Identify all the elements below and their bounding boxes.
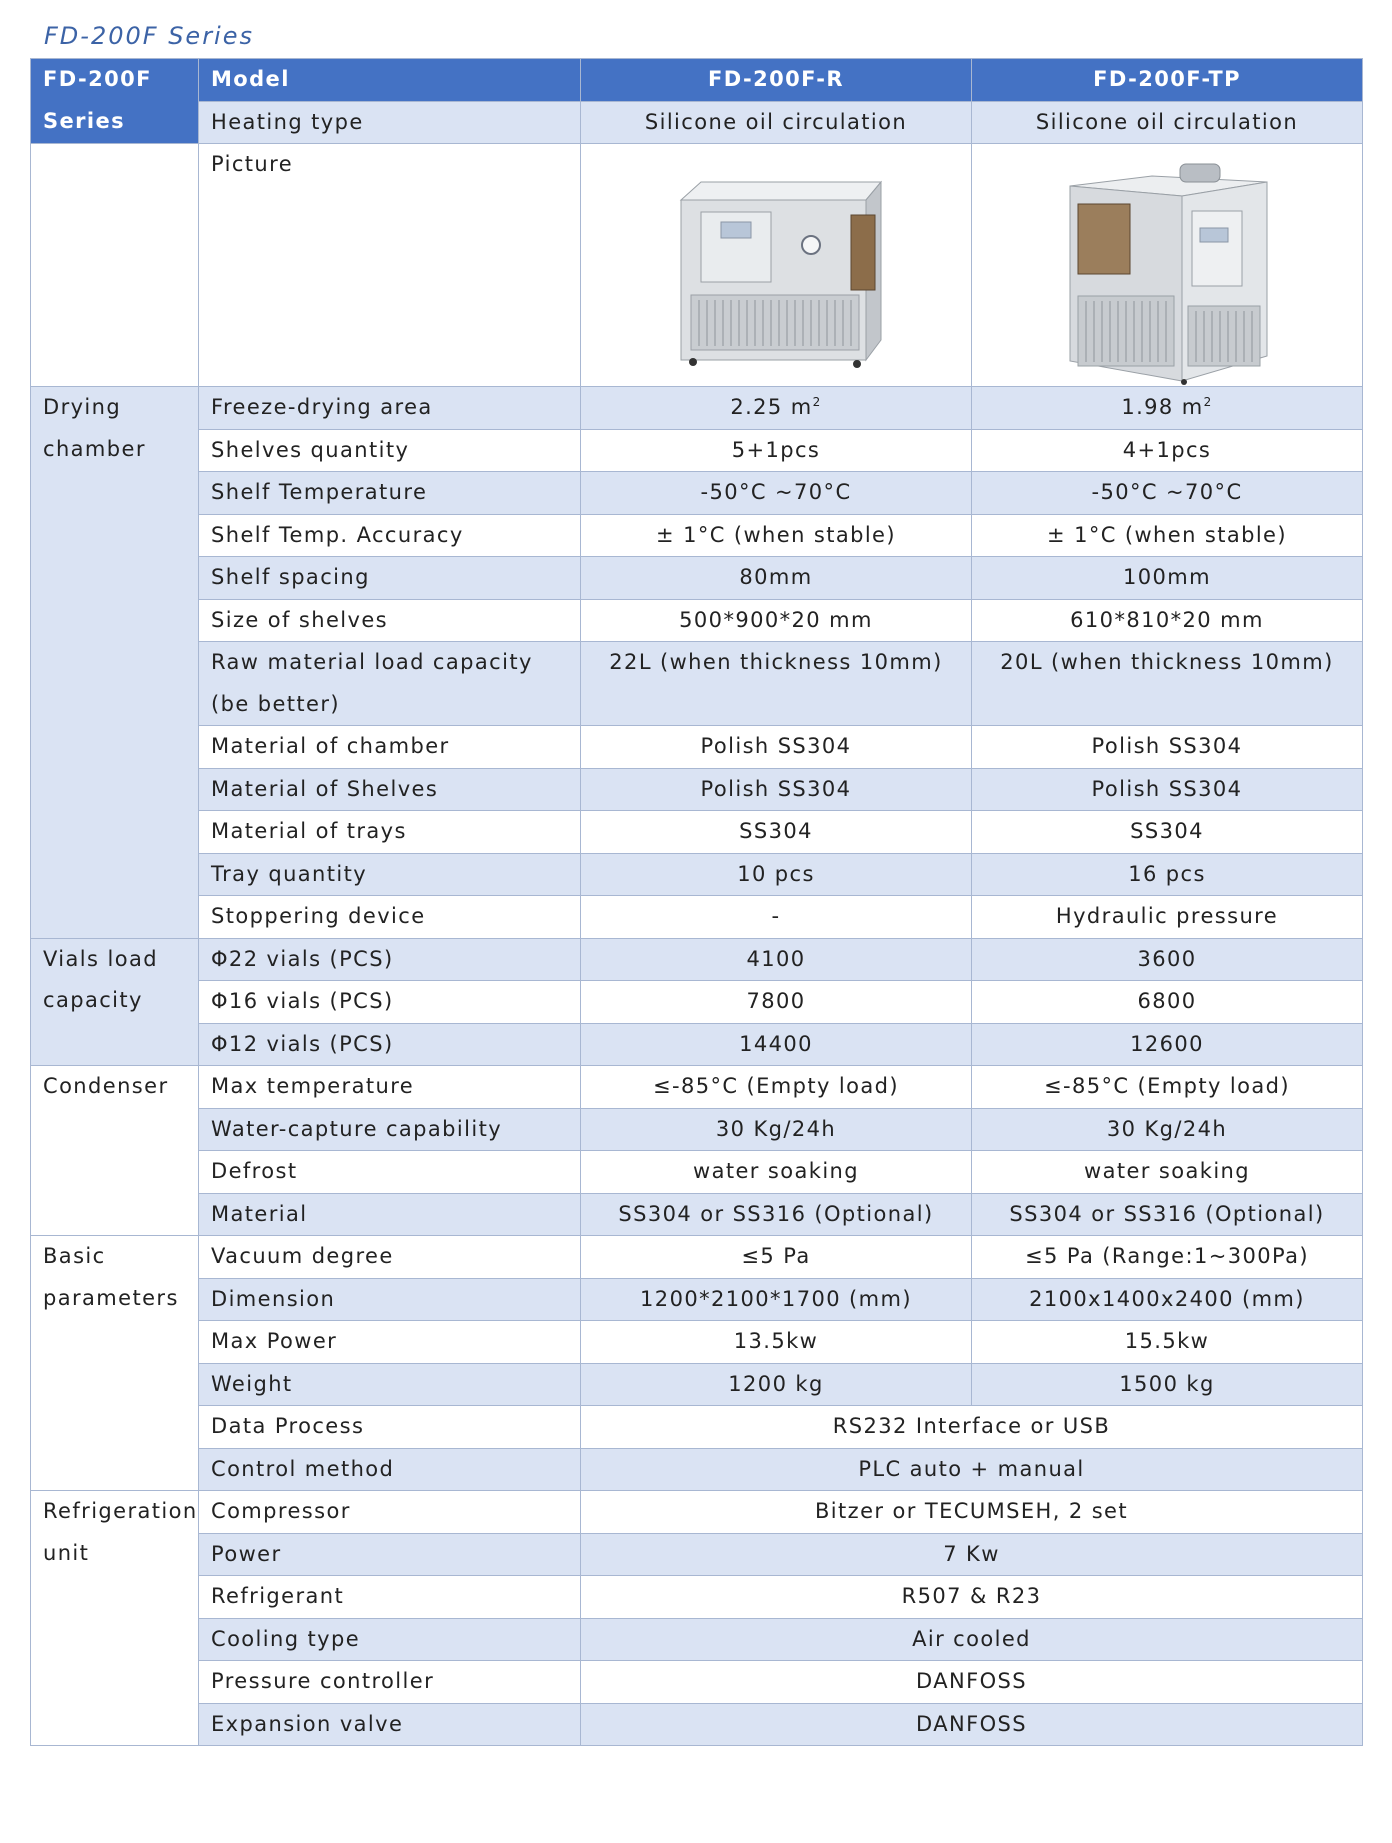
row-value-r: 10 pcs — [581, 853, 972, 896]
table-row — [31, 1066, 1363, 1109]
group-vials-load-capacity: Vials load capacity — [31, 938, 199, 1066]
row-value-tp: Hydraulic pressure — [972, 896, 1363, 939]
row-label: Φ12 vials (PCS) — [199, 1023, 581, 1066]
picture-r — [581, 144, 972, 387]
row-label: Weight — [199, 1363, 581, 1406]
freeze-dryer-tp-image — [1052, 156, 1282, 386]
row-value-tp: ≤-85°C (Empty load) — [972, 1066, 1363, 1109]
spec-table — [30, 58, 1363, 1746]
row-value-r: 13.5kw — [581, 1321, 972, 1364]
row-value-tp: ± 1°C (when stable) — [972, 514, 1363, 557]
row-value-both: Air cooled — [581, 1618, 1363, 1661]
table-row — [31, 514, 1363, 557]
row-value-tp: Polish SS304 — [972, 726, 1363, 769]
group-condenser: Condenser — [31, 1066, 199, 1236]
row-value-r: water soaking — [581, 1151, 972, 1194]
table-row — [31, 1236, 1363, 1279]
table-row — [31, 1278, 1363, 1321]
row-value-r: 14400 — [581, 1023, 972, 1066]
table-row — [31, 1448, 1363, 1491]
table-row — [31, 853, 1363, 896]
table-row — [31, 1321, 1363, 1364]
table-row — [31, 896, 1363, 939]
row-value-tp: water soaking — [972, 1151, 1363, 1194]
row-label: Material — [199, 1193, 581, 1236]
table-row — [31, 938, 1363, 981]
row-label: Data Process — [199, 1406, 581, 1449]
row-value-tp: -50°C ~70°C — [972, 472, 1363, 515]
row-value-tp: 12600 — [972, 1023, 1363, 1066]
row-label: Compressor — [199, 1491, 581, 1534]
table-row — [31, 1406, 1363, 1449]
model-label: Model — [199, 59, 581, 102]
table-row — [31, 1661, 1363, 1704]
table-row — [31, 1023, 1363, 1066]
row-label: Pressure controller — [199, 1661, 581, 1704]
table-row — [31, 599, 1363, 642]
row-value-r: SS304 — [581, 811, 972, 854]
row-value-tp: Polish SS304 — [972, 768, 1363, 811]
group-drying-chamber: Drying chamber — [31, 387, 199, 939]
row-value-tp: 1500 kg — [972, 1363, 1363, 1406]
row-value-r: ≤5 Pa — [581, 1236, 972, 1279]
row-value-r: 80mm — [581, 557, 972, 600]
row-value-tp: 4+1pcs — [972, 429, 1363, 472]
table-row — [31, 387, 1363, 430]
table-row — [31, 811, 1363, 854]
table-row — [31, 1533, 1363, 1576]
table-row — [31, 1193, 1363, 1236]
row-value-tp: 100mm — [972, 557, 1363, 600]
table-row — [31, 1618, 1363, 1661]
row-label: Vacuum degree — [199, 1236, 581, 1279]
heating-tp: Silicone oil circulation — [972, 101, 1363, 144]
picture-label: Picture — [199, 144, 581, 387]
row-value-tp: 3600 — [972, 938, 1363, 981]
table-row — [31, 429, 1363, 472]
row-value-r: - — [581, 896, 972, 939]
row-label: Raw material load capacity (be better) — [199, 642, 581, 726]
row-label: Shelves quantity — [199, 429, 581, 472]
row-value-r: Polish SS304 — [581, 768, 972, 811]
row-label: Freeze-drying area — [199, 387, 581, 430]
row-value-r: 7800 — [581, 981, 972, 1024]
header-row-model — [31, 59, 1363, 102]
row-label: Max temperature — [199, 1066, 581, 1109]
row-label: Shelf spacing — [199, 557, 581, 600]
row-value-both: RS232 Interface or USB — [581, 1406, 1363, 1449]
row-value-tp: 30 Kg/24h — [972, 1108, 1363, 1151]
row-label: Size of shelves — [199, 599, 581, 642]
group-refrigeration-unit: Refrigeration unit — [31, 1491, 199, 1746]
row-label: Power — [199, 1533, 581, 1576]
table-row — [31, 642, 1363, 726]
row-value-tp: 2100x1400x2400 (mm) — [972, 1278, 1363, 1321]
model-tp: FD-200F-TP — [972, 59, 1363, 102]
row-value-r: 22L (when thickness 10mm) — [581, 642, 972, 726]
row-value-r: -50°C ~70°C — [581, 472, 972, 515]
picture-group-cell — [31, 144, 199, 387]
row-value-tp: ≤5 Pa (Range:1~300Pa) — [972, 1236, 1363, 1279]
row-value-both: DANFOSS — [581, 1661, 1363, 1704]
row-label: Shelf Temperature — [199, 472, 581, 515]
table-row — [31, 1363, 1363, 1406]
row-value-both: DANFOSS — [581, 1703, 1363, 1746]
header-row-heating — [31, 101, 1363, 144]
row-value-tp: SS304 or SS316 (Optional) — [972, 1193, 1363, 1236]
row-value-tp: 6800 — [972, 981, 1363, 1024]
row-label: Water-capture capability — [199, 1108, 581, 1151]
row-value-r: 1200*2100*1700 (mm) — [581, 1278, 972, 1321]
table-row — [31, 726, 1363, 769]
row-label: Tray quantity — [199, 853, 581, 896]
table-row — [31, 981, 1363, 1024]
row-value-r: 30 Kg/24h — [581, 1108, 972, 1151]
row-value-tp: 15.5kw — [972, 1321, 1363, 1364]
row-value-tp: 16 pcs — [972, 853, 1363, 896]
series-header-cell: FD-200F Series — [31, 59, 199, 144]
row-label: Φ16 vials (PCS) — [199, 981, 581, 1024]
page-title: FD-200F Series — [44, 22, 254, 50]
group-basic-parameters: Basic parameters — [31, 1236, 199, 1491]
table-row — [31, 1491, 1363, 1534]
row-value-tp: SS304 — [972, 811, 1363, 854]
row-value-r: ≤-85°C (Empty load) — [581, 1066, 972, 1109]
picture-row — [31, 144, 1363, 387]
row-value-r: 500*900*20 mm — [581, 599, 972, 642]
row-value-both: Bitzer or TECUMSEH, 2 set — [581, 1491, 1363, 1534]
row-value-r: 4100 — [581, 938, 972, 981]
row-value-tp: 1.98 $m^2$ — [972, 387, 1363, 430]
table-row — [31, 1576, 1363, 1619]
table-row — [31, 1703, 1363, 1746]
row-label: Shelf Temp. Accuracy — [199, 514, 581, 557]
row-label: Cooling type — [199, 1618, 581, 1661]
row-value-both: 7 Kw — [581, 1533, 1363, 1576]
table-row — [31, 768, 1363, 811]
row-value-r: SS304 or SS316 (Optional) — [581, 1193, 972, 1236]
row-value-tp: 20L (when thickness 10mm) — [972, 642, 1363, 726]
row-label: Material of chamber — [199, 726, 581, 769]
row-value-r: 1200 kg — [581, 1363, 972, 1406]
row-label: Material of trays — [199, 811, 581, 854]
row-value-tp: 610*810*20 mm — [972, 599, 1363, 642]
row-value-both: PLC auto + manual — [581, 1448, 1363, 1491]
row-value-r: ± 1°C (when stable) — [581, 514, 972, 557]
row-value-r: 2.25 $m^2$ — [581, 387, 972, 430]
row-label: Material of Shelves — [199, 768, 581, 811]
row-label: Max Power — [199, 1321, 581, 1364]
row-label: Control method — [199, 1448, 581, 1491]
freeze-dryer-r-image — [661, 170, 891, 370]
table-row — [31, 1108, 1363, 1151]
row-value-r: 5+1pcs — [581, 429, 972, 472]
row-value-both: R507 & R23 — [581, 1576, 1363, 1619]
row-label: Φ22 vials (PCS) — [199, 938, 581, 981]
row-label: Expansion valve — [199, 1703, 581, 1746]
picture-tp — [972, 144, 1363, 387]
row-label: Stoppering device — [199, 896, 581, 939]
row-value-r: Polish SS304 — [581, 726, 972, 769]
heating-label: Heating type — [199, 101, 581, 144]
row-label: Defrost — [199, 1151, 581, 1194]
row-label: Dimension — [199, 1278, 581, 1321]
table-row — [31, 472, 1363, 515]
table-row — [31, 1151, 1363, 1194]
table-row — [31, 557, 1363, 600]
row-label: Refrigerant — [199, 1576, 581, 1619]
heating-r: Silicone oil circulation — [581, 101, 972, 144]
model-r: FD-200F-R — [581, 59, 972, 102]
